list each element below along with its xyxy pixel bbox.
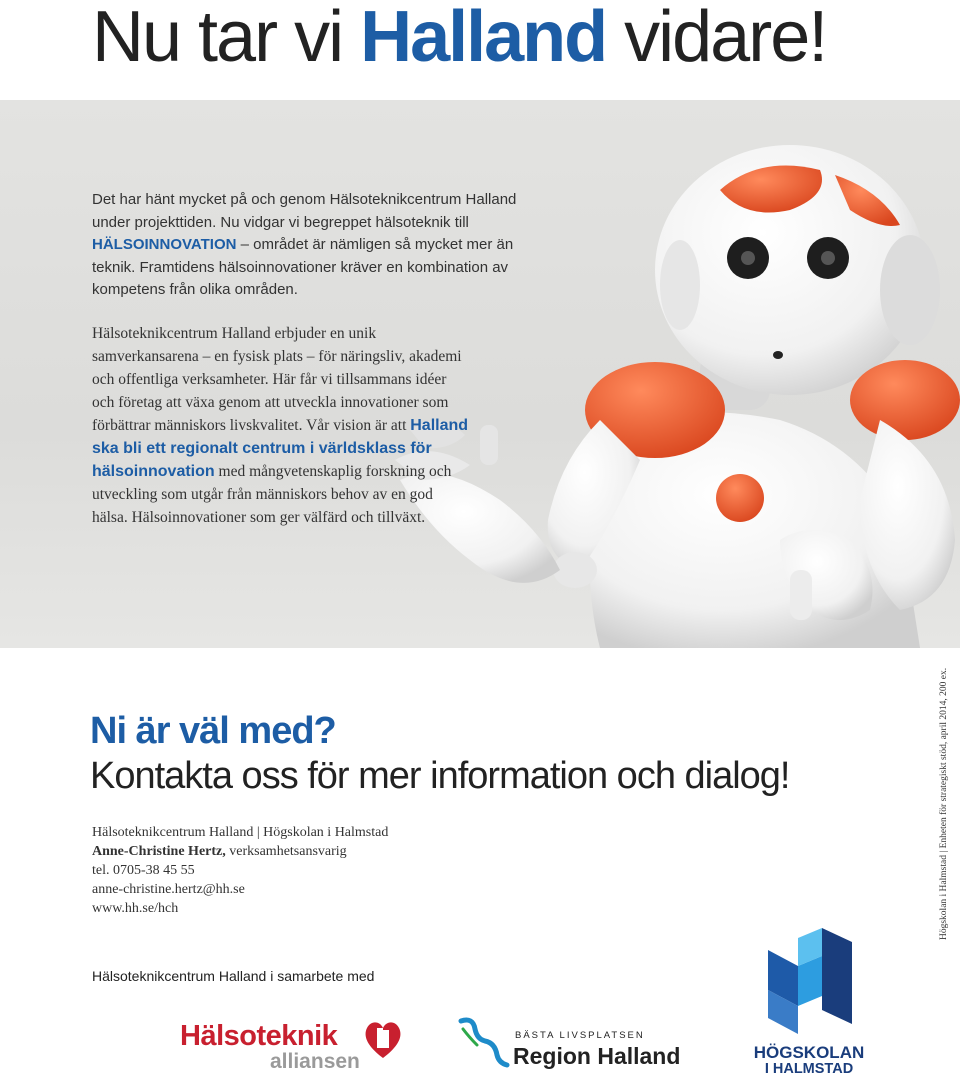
collaboration-heading: Hälsoteknikcentrum Halland i samarbete med (92, 968, 375, 984)
hh-line-2: I HALMSTAD (764, 1061, 854, 1077)
hh-line-1: HÖGSKOLAN (753, 1043, 865, 1062)
body-text-1: Hälsoteknikcentrum Halland erbjuder en unik samverkansarena – en fysisk plats – för näringsliv, akademi och offentliga verksamheter. Här får vi tillsammans idéer och företag att växa genom att utveckla innovationer som förbättrar människors livskvalitet. Vår vision är att (92, 325, 462, 434)
ha-heart-cross-icon (363, 1018, 403, 1060)
contact-name: Anne-Christine Hertz, (92, 844, 226, 859)
intro-paragraph (92, 189, 522, 302)
contact-email[interactable]: anne-christine.hertz@hh.se (92, 882, 245, 897)
body-highlight: Halland ska bli ett regionalt centrum i världsklass för hälsoinnovation (92, 417, 469, 480)
halsoteknik-alliansen-logo (180, 1020, 360, 1073)
hh-wordmark (744, 1044, 874, 1078)
ha-logo-sub: alliansen (270, 1050, 360, 1073)
contact-block (92, 823, 388, 918)
region-halland-logo (455, 1015, 681, 1075)
intro-keyword: HÄLSOINNOVATION (92, 236, 237, 253)
hh-h-mark-icon (740, 920, 880, 1045)
page-headline (92, 0, 826, 78)
headline-post: vidare! (606, 0, 827, 77)
contact-person (92, 842, 388, 861)
cta-line: Kontakta oss för mer information och dialog! (90, 755, 790, 797)
headline-pre: Nu tar vi (92, 0, 361, 77)
contact-orgs: Hälsoteknikcentrum Halland | Högskolan i Halmstad (92, 825, 389, 840)
headline-highlight: Halland (360, 0, 607, 77)
rh-name: Region Halland (513, 1043, 681, 1069)
rh-tagline: BÄSTA LIVSPLATSEN (515, 1030, 645, 1041)
intro-text-2: – området är nämligen så mycket mer än teknik. Framtidens hälsoinnovationer kräver en kombination av kompetens från olika områden. (92, 236, 514, 298)
rh-coastline-icon (455, 1015, 510, 1070)
intro-text-1: Det har hänt mycket på och genom Hälsoteknikcentrum Halland under projekttiden. Nu vidgar vi begreppet hälsoteknik till (92, 191, 517, 231)
cta-question: Ni är väl med? (90, 710, 336, 752)
body-text-2: med mångvetenskaplig forskning och utveckling som utgår från människors behov av en god hälsa. Hälsoinnovationer som ger välfärd och tillväxt. (92, 463, 452, 526)
hogskolan-halmstad-logo (740, 920, 880, 1077)
print-info-note: Högskolan i Halmstad | Enheten för strategiskt stöd, april 2014, 200 ex. (939, 667, 949, 940)
body-paragraph (92, 322, 472, 529)
ha-logo-name: Hälsoteknik (180, 1020, 338, 1052)
contact-phone: tel. 0705-38 45 55 (92, 863, 195, 878)
contact-role: verksamhetsansvarig (225, 844, 347, 859)
contact-web[interactable]: www.hh.se/hch (92, 901, 179, 916)
